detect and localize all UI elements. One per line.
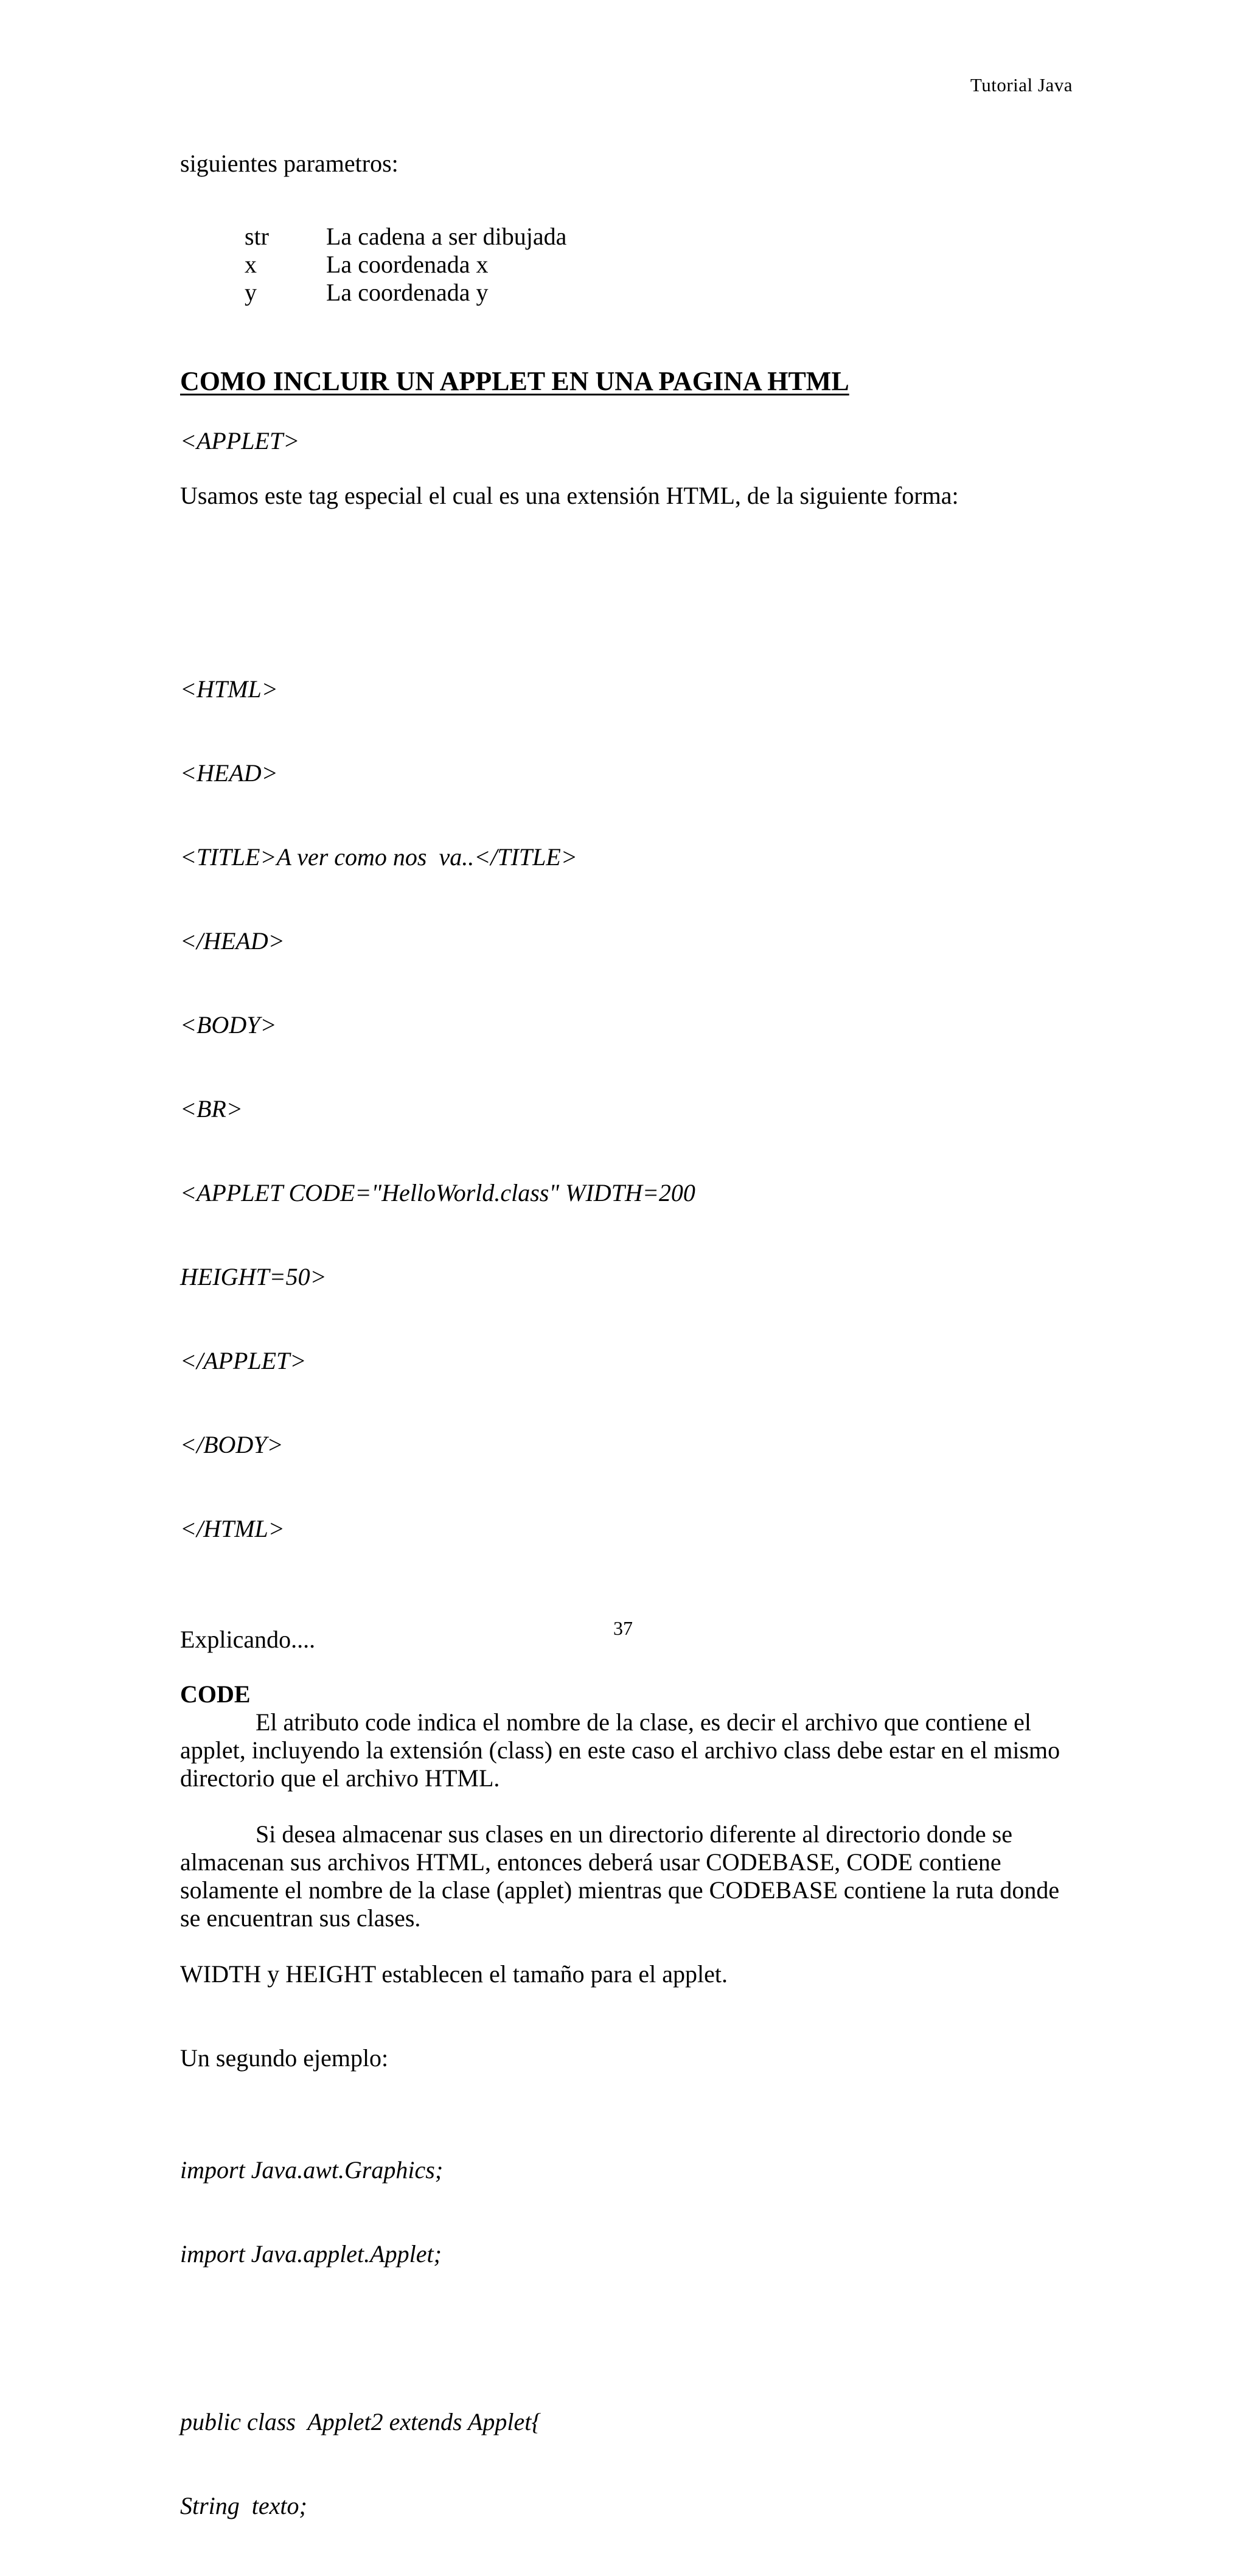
parameter-name: x: [245, 251, 257, 278]
size-text: WIDTH y HEIGHT establecen el tamaño para el applet.: [180, 1960, 728, 1988]
html-example-code: [180, 619, 1068, 1599]
page-content: [180, 150, 1068, 2576]
code-line: public class Applet2 extends Applet{: [180, 2408, 541, 2435]
java-class-code: [180, 2352, 1068, 2576]
parameter-description: La coordenada x: [326, 251, 489, 278]
parameter-description: La cadena a ser dibujada: [326, 223, 567, 250]
code-line: import Java.awt.Graphics;: [180, 2156, 444, 2184]
parameter-row: [245, 251, 566, 279]
code-line: </HEAD>: [180, 927, 285, 955]
code-line: </BODY>: [180, 1431, 284, 1458]
code-line: <TITLE>A ver como nos va..</TITLE>: [180, 843, 577, 871]
code-line: import Java.applet.Applet;: [180, 2240, 442, 2268]
code-paragraph-1: El atributo code indica el nombre de la clase, es decir el archivo que contiene el applet, incluyendo la extensión (class) en este caso el archivo class debe estar en el mismo directorio que el archivo HTML.: [180, 1708, 1060, 1792]
applet-tag-label: <APPLET>: [180, 427, 300, 454]
code-paragraph-2: Si desea almacenar sus clases en un directorio diferente al directorio donde se almacenan sus archivos HTML, entonces deberá usar CODEBASE, CODE contiene solamente el nombre de la clase (applet) mientras que CODEBASE contiene la ruta donde se encuentran sus clases.: [180, 1820, 1060, 1932]
parameter-row: [245, 279, 566, 307]
code-line: <APPLET CODE="HelloWorld.class" WIDTH=200: [180, 1179, 695, 1206]
code-line: HEIGHT=50>: [180, 1263, 327, 1290]
parameter-name: str: [245, 223, 269, 250]
parameter-name: y: [245, 279, 257, 306]
code-heading: CODE: [180, 1680, 251, 1708]
code-line: <BR>: [180, 1095, 243, 1123]
explaining-text: Explicando....: [180, 1626, 316, 1653]
running-header: Tutorial Java: [970, 74, 1073, 96]
parameter-description: La coordenada y: [326, 279, 489, 306]
code-line: <HTML>: [180, 675, 278, 703]
code-line: <HEAD>: [180, 759, 278, 787]
page-number: 37: [613, 1617, 633, 1639]
code-line: <BODY>: [180, 1011, 277, 1039]
code-line: </HTML>: [180, 1515, 285, 1542]
code-line: </APPLET>: [180, 1347, 307, 1374]
section-heading: COMO INCLUIR UN APPLET EN UNA PAGINA HTML: [180, 366, 849, 396]
intro-text: siguientes parametros:: [180, 150, 399, 177]
second-example-label: Un segundo ejemplo:: [180, 2044, 389, 2072]
usage-text: Usamos este tag especial el cual es una extensión HTML, de la siguiente forma:: [180, 482, 959, 509]
parameter-row: [245, 223, 566, 251]
parameter-list: [245, 223, 566, 307]
java-imports-code: [180, 2100, 1068, 2324]
code-line: String texto;: [180, 2492, 307, 2519]
